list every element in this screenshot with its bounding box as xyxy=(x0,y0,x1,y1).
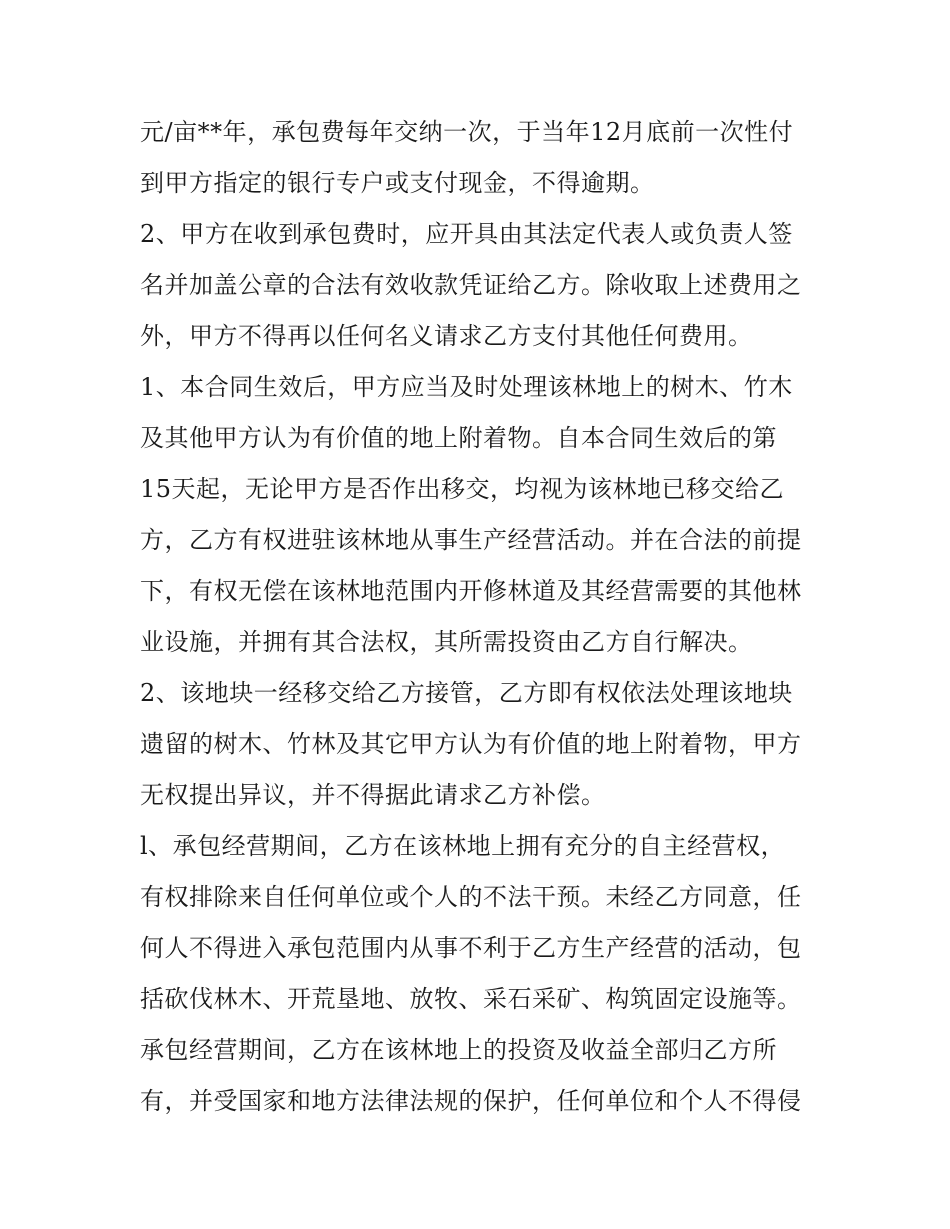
text-line: 遗留的树木、竹林及其它甲方认为有价值的地上附着物，甲方 xyxy=(140,730,802,758)
text-line: 2、甲方在收到承包费时，应开具由其法定代表人或负责人签 xyxy=(140,220,793,248)
text-line: 无权提出异议，并不得据此请求乙方补偿。 xyxy=(140,781,606,809)
text-line: 有，并受国家和地方法律法规的保护，任何单位和个人不得侵 xyxy=(140,1087,802,1115)
text-line: l、承包经营期间，乙方在该林地上拥有充分的自主经营权， xyxy=(140,832,786,860)
text-line: 下，有权无偿在该林地范围内开修林道及其经营需要的其他林 xyxy=(140,577,802,605)
text-line: 名并加盖公章的合法有效收款凭证给乙方。除收取上述费用之 xyxy=(140,271,802,299)
text-line: 外，甲方不得再以任何名义请求乙方支付其他任何费用。 xyxy=(140,322,753,350)
text-line: 何人不得进入承包范围内从事不利于乙方生产经营的活动，包 xyxy=(140,934,802,962)
text-line: 2、该地块一经移交给乙方接管，乙方即有权依法处理该地块 xyxy=(140,679,793,707)
text-line: 承包经营期间，乙方在该林地上的投资及收益全部归乙方所 xyxy=(140,1036,777,1064)
text-line: 到甲方指定的银行专户或支付现金，不得逾期。 xyxy=(140,169,655,197)
text-line: 1、本合同生效后，甲方应当及时处理该林地上的树木、竹木 xyxy=(140,373,793,401)
text-line: 及其他甲方认为有价值的地上附着物。自本合同生效后的第 xyxy=(140,424,777,452)
text-line: 括砍伐林木、开荒垦地、放牧、采石采矿、构筑固定设施等。 xyxy=(140,985,802,1013)
text-line: 方，乙方有权进驻该林地从事生产经营活动。并在合法的前提 xyxy=(140,526,802,554)
contract-body-text xyxy=(140,107,830,1127)
text-line: 业设施，并拥有其合法权，其所需投资由乙方自行解决。 xyxy=(140,628,753,656)
text-line: 元/亩**年，承包费每年交纳一次，于当年12月底前一次性付 xyxy=(140,118,794,146)
text-line: 15天起，无论甲方是否作出移交，均视为该林地已移交给乙 xyxy=(140,475,785,503)
text-line: 有权排除来自任何单位或个人的不法干预。未经乙方同意，任 xyxy=(140,883,802,911)
